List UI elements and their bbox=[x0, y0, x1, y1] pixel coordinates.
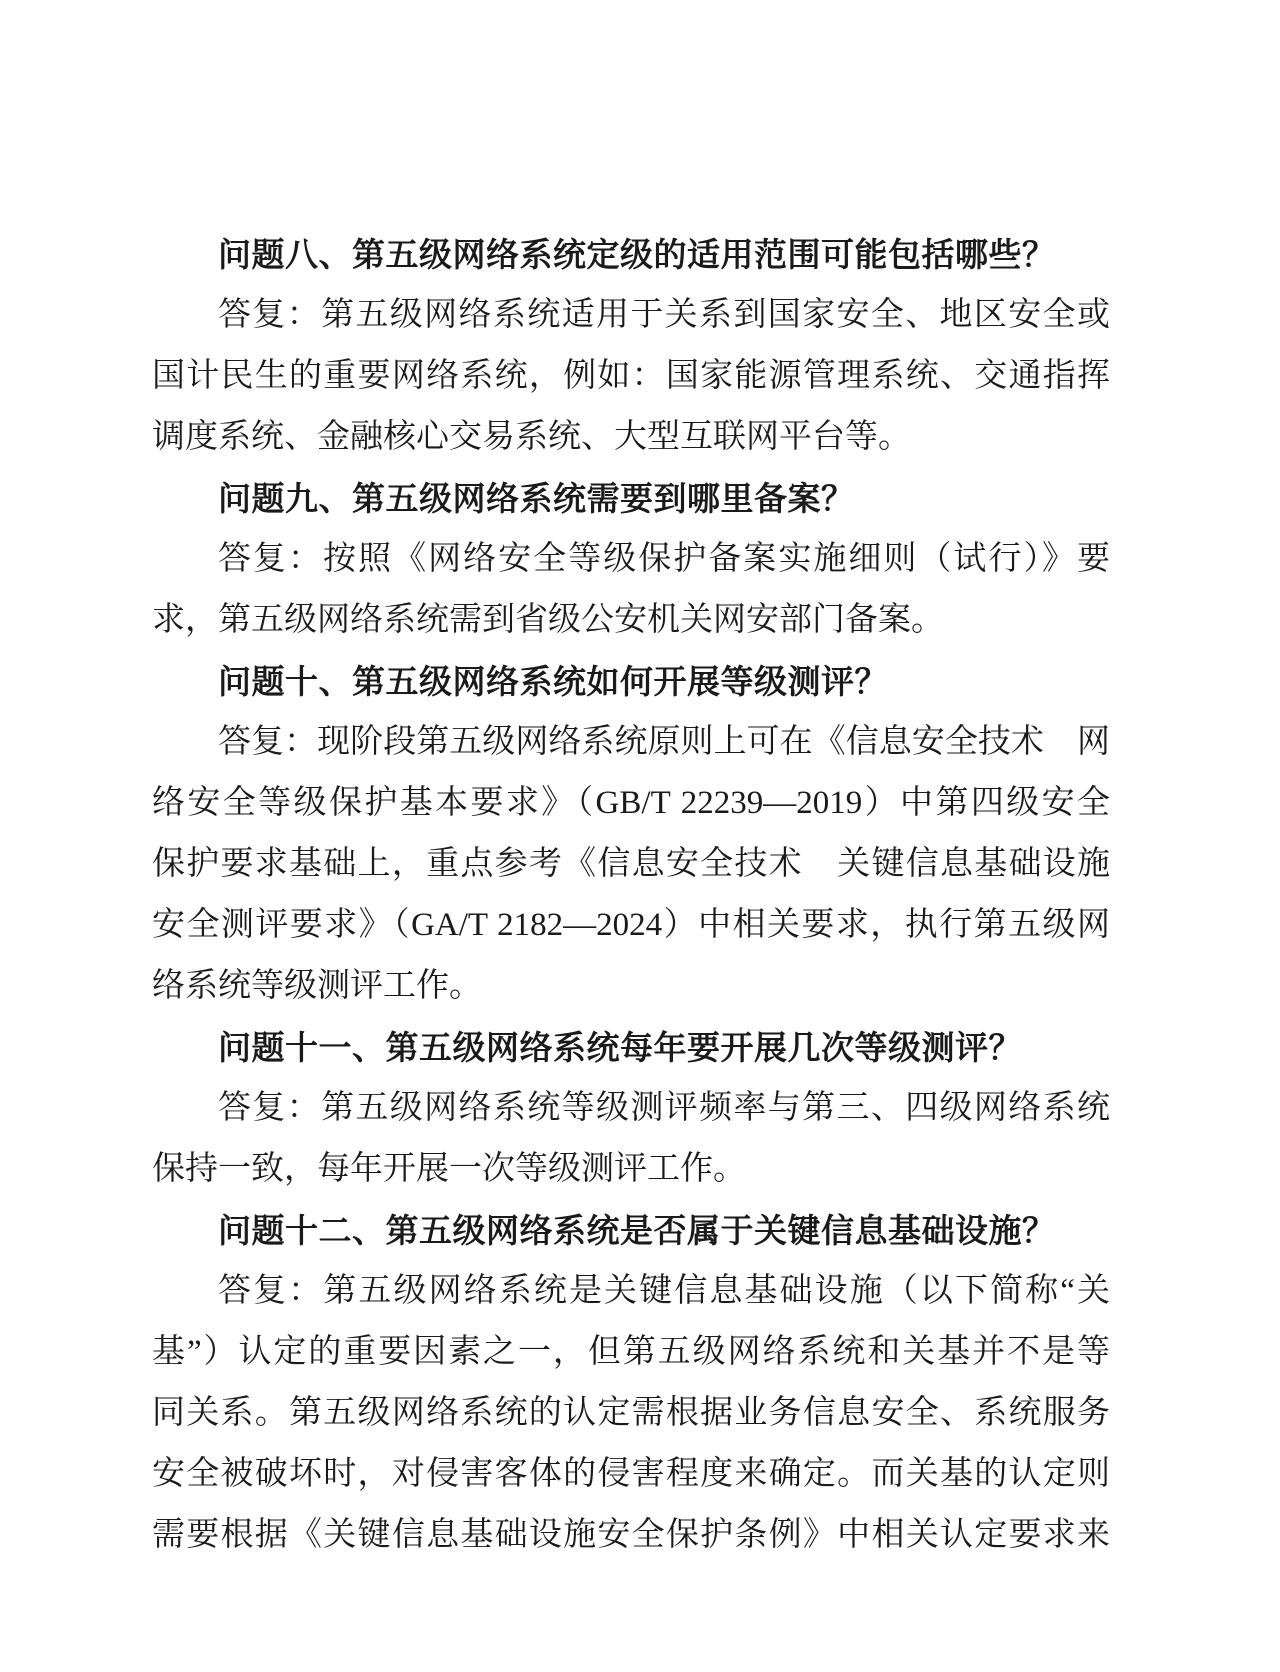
answer-line: 答复：现阶段第五级网络系统原则上可在《信息安全技术 网 bbox=[218, 724, 1110, 760]
answer-line: 需要根据《关键信息基础设施安全保护条例》中相关认定要求来 bbox=[152, 1517, 1110, 1553]
answer-line: 络系统等级测评工作。 bbox=[152, 968, 482, 1004]
answer-line: 络安全等级保护基本要求》（GB/T 22239—2019）中第四级安全 bbox=[152, 785, 1110, 821]
answer-line: 答复：第五级网络系统适用于关系到国家安全、地区安全或 bbox=[218, 297, 1110, 333]
answer-line: 保持一致，每年开展一次等级测评工作。 bbox=[152, 1151, 746, 1187]
qa-section-q9 bbox=[152, 468, 1110, 651]
answer-line: 保护要求基础上，重点参考《信息安全技术 关键信息基础设施 bbox=[152, 846, 1110, 882]
answer-line: 调度系统、金融核心交易系统、大型互联网平台等。 bbox=[152, 419, 911, 455]
answer-line: 基”）认定的重要因素之一，但第五级网络系统和关基并不是等 bbox=[152, 1334, 1110, 1370]
question-heading: 问题十一、第五级网络系统每年要开展几次等级测评？ bbox=[218, 1029, 1022, 1066]
qa-section-q10 bbox=[152, 651, 1110, 1017]
question-heading: 问题十、第五级网络系统如何开展等级测评？ bbox=[218, 663, 888, 700]
answer-line: 同关系。第五级网络系统的认定需根据业务信息安全、系统服务 bbox=[152, 1395, 1110, 1431]
answer-line: 安全测评要求》（GA/T 2182—2024）中相关要求，执行第五级网 bbox=[152, 907, 1110, 943]
answer-line: 求，第五级网络系统需到省级公安机关网安部门备案。 bbox=[152, 602, 944, 638]
qa-section-q8 bbox=[152, 224, 1110, 468]
answer-line: 答复：按照《网络安全等级保护备案实施细则（试行）》要 bbox=[218, 541, 1110, 577]
document-content bbox=[152, 224, 1110, 1566]
question-heading: 问题八、第五级网络系统定级的适用范围可能包括哪些？ bbox=[218, 236, 1056, 273]
question-heading: 问题九、第五级网络系统需要到哪里备案？ bbox=[218, 480, 855, 517]
answer-line: 答复：第五级网络系统等级测评频率与第三、四级网络系统 bbox=[218, 1090, 1110, 1126]
question-heading: 问题十二、第五级网络系统是否属于关键信息基础设施？ bbox=[218, 1212, 1056, 1249]
answer-line: 答复：第五级网络系统是关键信息基础设施（以下简称“关 bbox=[218, 1273, 1110, 1309]
answer-line: 国计民生的重要网络系统，例如：国家能源管理系统、交通指挥 bbox=[152, 358, 1110, 394]
qa-section-q11 bbox=[152, 1017, 1110, 1200]
answer-line: 安全被破坏时，对侵害客体的侵害程度来确定。而关基的认定则 bbox=[152, 1456, 1110, 1492]
qa-section-q12 bbox=[152, 1200, 1110, 1566]
